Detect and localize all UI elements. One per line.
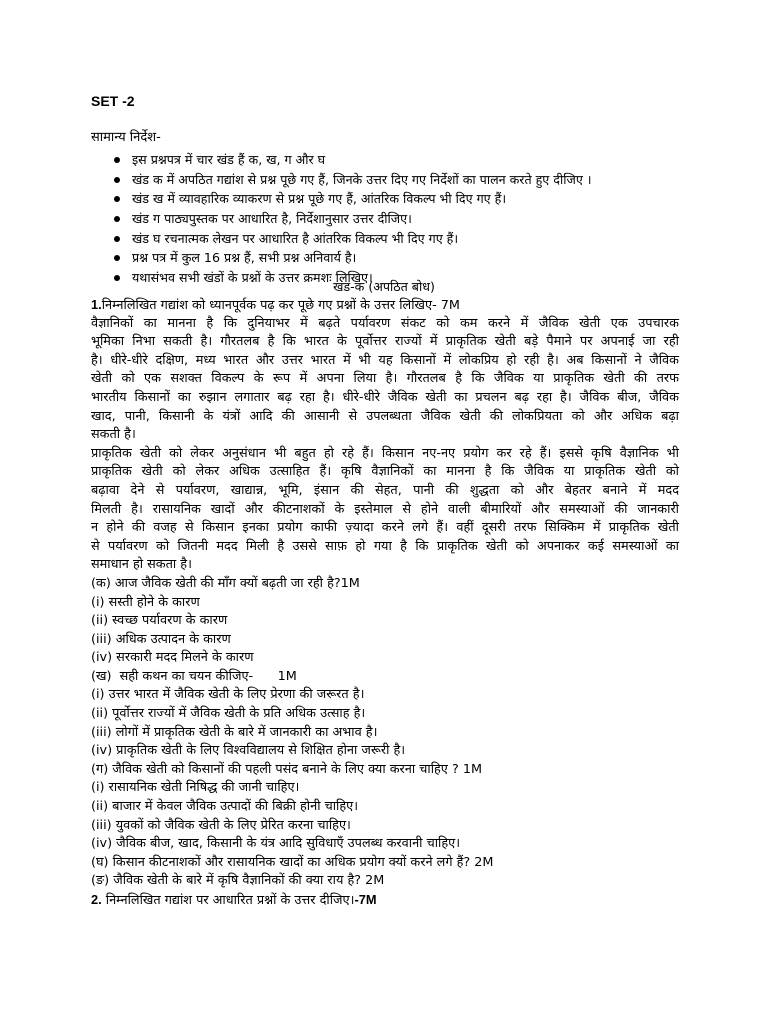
passage-line: प्राकृतिक खेती को लेकर अधिक उत्साहित हैं। कृषि वैज्ञानिकों का मानना है कि जैविक या प्राकृतिक खेती को (91, 464, 679, 480)
list-item: खंड ग पाठ्यपुस्तक पर आधारित है, निर्देशानुसार उत्तर दीजिए। (91, 209, 691, 229)
list-item: (क) आज जैविक खेती की माँग क्यों बढ़ती जा रही है?1M (91, 575, 360, 591)
bullet-icon (114, 216, 120, 222)
list-item: (ii) बाजार में केवल जैविक उत्पादों की बिक्री होनी चाहिए। (91, 799, 359, 815)
passage-line: प्राकृतिक खेती को लेकर अनुसंधान भी बहुत हो रहे हैं। किसान नए-नए प्रयोग कर रहे हैं। इससे कृषि वैज्ञानिक भी (91, 445, 679, 461)
question-marks: -7M (354, 892, 377, 907)
passage-line: न होने की वजह से किसान इनका प्रयोग काफी ज़्यादा करने लगे हैं। वहीं दूसरी तरफ सिक्किम में प्राकृतिक खेती (91, 520, 679, 536)
list-item: प्रश्न पत्र में कुल 16 प्रश्न हैं, सभी प्रश्न अनिवार्य है। (91, 248, 691, 268)
list-item: खंड ख में व्यावहारिक व्याकरण से प्रश्न पूछे गए हैं, आंतरिक विकल्प भी दिए गए हैं। (91, 189, 691, 209)
list-item: (ख) सही कथन का चयन कीजिए- 1M (91, 668, 297, 684)
bullet-icon (114, 236, 120, 242)
list-item: (iv) सरकारी मदद मिलने के कारण (91, 650, 254, 666)
question-number: 2. (91, 892, 102, 907)
passage-line: वैज्ञानिकों का मानना है कि दुनियाभर में बढ़ते पर्यावरण संकट को कम करने में जैविक खेती एक उपचारक (91, 315, 679, 331)
bullet-icon (114, 255, 120, 261)
list-item: (iii) लोगों में प्राकृतिक खेती के बारे में जानकारी का अभाव है। (91, 724, 378, 740)
list-item: यथासंभव सभी खंडों के प्रश्नों के उत्तर क्रमशः लिखिए। (91, 268, 691, 288)
section-heading: खंड-क (अपठित बोध) (333, 279, 435, 294)
passage-line: से पर्यावरण को जितनी मदद मिली है उससे साफ़ हो गया है कि प्राकृतिक खेती को अपनाकर कई समस्याओं का (91, 538, 679, 554)
passage-line: खेती को एक सशक्त विकल्प के रूप में अपना लिया है। गौरतलब है कि जैविक या प्राकृतिक खेती की तरफ (91, 371, 679, 387)
passage-paragraph-1 (91, 315, 679, 445)
question-text: निम्नलिखित गद्यांश को ध्यानपूर्वक पढ़ कर पूछे गए प्रश्नों के उत्तर लिखिए- 7M (101, 298, 460, 313)
list-item: (i) सस्ती होने के कारण (91, 594, 200, 610)
passage-line: समाधान हो सकता है। (91, 557, 192, 573)
question-2-heading (91, 891, 679, 910)
list-item: (iv) प्राकृतिक खेती के लिए विश्वविद्यालय से शिक्षित होना जरूरी है। (91, 743, 406, 759)
list-item: (ङ) जैविक खेती के बारे में कृषि वैज्ञानिकों की क्या राय है? 2M (91, 873, 385, 889)
instructions-list (91, 150, 691, 288)
passage-line: भारतीय किसानों का रुझान लगातार बढ़ रहा है। धीरे-धीरे जैविक खेती का प्रचलन बढ़ रहा है। जैविक बीज, जैविक (91, 389, 679, 405)
list-item: (iv) जैविक बीज, खाद, किसानी के यंत्र आदि सुविधाएँ उपलब्ध करवानी चाहिए। (91, 836, 461, 852)
passage-line: बढ़ावा देने से पर्यावरण, खाद्यान्न, भूमि, इंसान की सेहत, पानी की शुद्धता को और बेहतर बनाने में मदद (91, 482, 679, 498)
question-body (91, 296, 679, 910)
list-item: (i) उत्तर भारत में जैविक खेती के लिए प्रेरणा की जरूरत है। (91, 687, 365, 703)
bullet-icon (114, 157, 120, 163)
passage-line: है। धीरे-धीरे दक्षिण, मध्य भारत और उत्तर भारत में भी यह किसानों में लोकप्रिय हो रही है। अब किसानों ने जैविक (91, 352, 679, 368)
list-item: (iii) अधिक उत्पादन के कारण (91, 631, 231, 647)
instructions-heading: सामान्य निर्देश- (91, 130, 161, 145)
passage-line: मिलती है। रासायनिक खादों और कीटनाशकों के इस्तेमाल से होने वाली बीमारियों और समस्याओं की जानकारी (91, 501, 679, 517)
question-1-heading (91, 296, 679, 315)
list-item: खंड घ रचनात्मक लेखन पर आधारित है आंतरिक विकल्प भी दिए गए हैं। (91, 229, 691, 249)
passage-line: सकती है। (91, 427, 136, 443)
question-list (91, 575, 679, 891)
passage-paragraph-2 (91, 445, 679, 575)
list-item: इस प्रश्नपत्र में चार खंड हैं क, ख, ग और घ (91, 150, 691, 170)
question-number: 1. (91, 297, 102, 312)
list-item: खंड क में अपठित गद्यांश से प्रश्न पूछे गए हैं, जिनके उत्तर दिए गए निर्देशों का पालन करते हुए दीजिए । (91, 170, 691, 190)
list-item: (i) रासायनिक खेती निषिद्ध की जानी चाहिए। (91, 780, 300, 796)
set-title: SET -2 (91, 93, 135, 109)
question-text: निम्नलिखित गद्यांश पर आधारित प्रश्नों के उत्तर दीजिए। (101, 893, 355, 908)
list-item: (घ) किसान कीटनाशकों और रासायनिक खादों का अधिक प्रयोग क्यों करने लगे हैं? 2M (91, 854, 494, 870)
list-item: (iii) युवकों को जैविक खेती के लिए प्रेरित करना चाहिए। (91, 817, 351, 833)
list-item: (ii) स्वच्छ पर्यावरण के कारण (91, 613, 228, 629)
list-item: (ii) पूर्वोत्तर राज्यों में जैविक खेती के प्रति अधिक उत्साह है। (91, 706, 366, 722)
bullet-icon (114, 196, 120, 202)
bullet-icon (114, 177, 120, 183)
passage-line: भूमिका निभा सकती है। गौरतलब है कि भारत के पूर्वोत्तर राज्यों में प्राकृतिक खेती बड़े पैमाने पर अपनाई जा रही (91, 334, 679, 350)
passage-line: खाद, पानी, किसानी के यंत्रों आदि की आसानी से उपलब्धता जैविक खेती की लोकप्रियता को और अधिक बढ़ा (91, 408, 679, 424)
list-item: (ग) जैविक खेती को किसानों की पहली पसंद बनाने के लिए क्या करना चाहिए ? 1M (91, 761, 482, 777)
